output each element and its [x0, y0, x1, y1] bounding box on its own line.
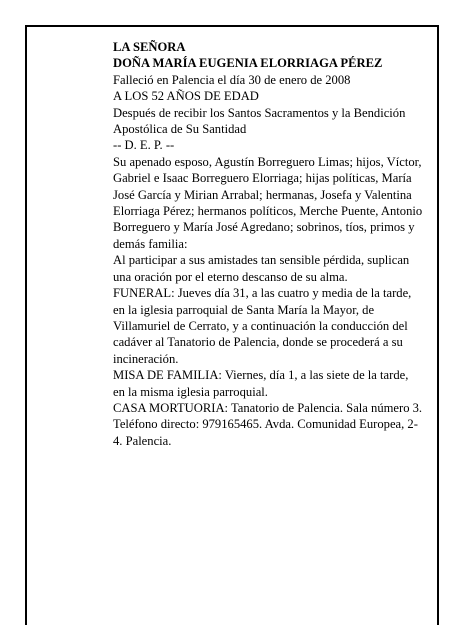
funeral-details: FUNERAL: Jueves día 31, a las cuatro y media de la tarde, en la iglesia parroquial de Santa María la Mayor, de Villamuriel de Cerrato, y a continuación la conducción del cadáver al Tanatorio de Palencia, donde se procederá a su incineración. [113, 286, 412, 366]
age-line: A LOS 52 AÑOS DE EDAD [113, 89, 259, 104]
family-mass-details: MISA DE FAMILIA: Viernes, día 1, a las siete de la tarde, en la misma iglesia parroquial. [113, 368, 409, 399]
obituary-notice [113, 39, 423, 449]
death-line: Falleció en Palencia el día 30 de enero de 2008 [113, 72, 351, 87]
deceased-name: DOÑA MARÍA EUGENIA ELORRIAGA PÉREZ [113, 56, 383, 71]
mortuary-details: CASA MORTUORIA: Tanatorio de Palencia. Sala número 3. Teléfono directo: 979165465. Avda. Comunidad Europea, 2-4. Palencia. [113, 400, 423, 448]
notice-title: LA SEÑORA [113, 40, 186, 54]
family-paragraph: Su apenado esposo, Agustín Borreguero Limas; hijos, Víctor, Gabriel e Isaac Borreguero Elorriaga; hijas políticas, María José García y Mirian Arrabal; hermanas, Josefa y Valentina Elorriaga Pérez; hermanos políticos, Merche Puente, Antonio Borreguero y María José Agredano; sobrinos, tíos, primos y demás familia: [113, 154, 423, 251]
sacraments-line: Después de recibir los Santos Sacramentos y la Bendición Apostólica de Su Santidad [113, 105, 406, 137]
prayer-request: Al participar a sus amistades tan sensible pérdida, suplican una oración por el eterno descanso de su alma. [113, 253, 410, 284]
rip-line: -- D. E. P. -- [113, 138, 175, 153]
